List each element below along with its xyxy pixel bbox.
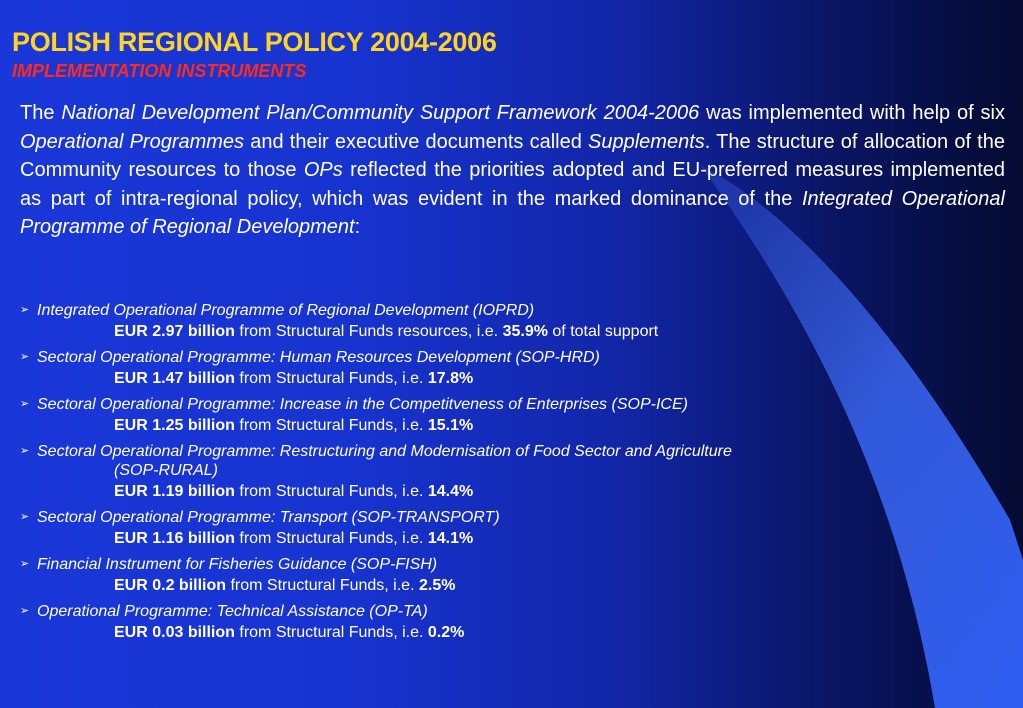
programme-title-continued: (SOP-RURAL) xyxy=(114,462,219,479)
arrow-bullet-icon: ➢ xyxy=(20,351,30,363)
programme-name xyxy=(20,442,1010,480)
amount-value: EUR 0.2 billion xyxy=(114,577,227,594)
arrow-bullet-icon: ➢ xyxy=(20,511,30,523)
programme-title: Sectoral Operational Programme: Human Resources Development (SOP-HRD) xyxy=(37,349,600,366)
list-item xyxy=(20,348,1010,391)
amount-value: EUR 0.03 billion xyxy=(114,624,235,641)
intro-text: The xyxy=(20,102,62,124)
programme-amount xyxy=(20,320,1010,344)
programme-list xyxy=(20,299,1010,649)
arrow-bullet-icon: ➢ xyxy=(20,445,30,457)
programme-name xyxy=(20,348,1010,367)
programme-name xyxy=(20,555,1010,574)
intro-emphasis: Supplements xyxy=(588,130,705,153)
programme-amount xyxy=(20,367,1010,391)
programme-amount xyxy=(20,621,1010,645)
programme-name xyxy=(20,602,1010,621)
amount-text: from Structural Funds, i.e. xyxy=(234,530,428,547)
amount-percent: 2.5% xyxy=(418,577,456,594)
programme-title: Financial Instrument for Fisheries Guidance (SOP-FISH) xyxy=(37,556,438,573)
page-subtitle: IMPLEMENTATION INSTRUMENTS xyxy=(12,61,307,81)
amount-percent: 17.8% xyxy=(427,370,474,387)
intro-emphasis: Integrated Operational Programme of Regional Development xyxy=(20,187,1005,239)
amount-value: EUR 1.16 billion xyxy=(114,530,235,547)
amount-text: from Structural Funds, i.e. xyxy=(234,370,428,387)
intro-text: and their executive documents called xyxy=(244,130,589,153)
amount-value: EUR 2.97 billion xyxy=(114,323,235,340)
amount-percent: 35.9% xyxy=(502,323,548,340)
amount-percent: 14.1% xyxy=(427,530,474,547)
page-title: POLISH REGIONAL POLICY 2004-2006 xyxy=(12,27,497,57)
amount-value: EUR 1.47 billion xyxy=(114,370,235,387)
list-item xyxy=(20,508,1010,551)
programme-name xyxy=(20,508,1010,527)
amount-text: from Structural Funds, i.e. xyxy=(234,483,428,500)
intro-text: was implemented with help of six xyxy=(699,102,1005,124)
programme-title: Sectoral Operational Programme: Increase in the Competitveness of Enterprises (SOP-ICE) xyxy=(37,396,688,413)
programme-amount xyxy=(20,480,1010,504)
amount-value: EUR 1.19 billion xyxy=(114,483,235,500)
programme-title: Integrated Operational Programme of Regional Development (IOPRD) xyxy=(37,302,535,319)
amount-text: from Structural Funds, i.e. xyxy=(226,577,419,594)
arrow-bullet-icon: ➢ xyxy=(20,304,30,316)
amount-text: from Structural Funds, i.e. xyxy=(234,624,428,641)
programme-title: Sectoral Operational Programme: Transport (SOP-TRANSPORT) xyxy=(37,509,500,526)
arrow-bullet-icon: ➢ xyxy=(20,398,30,410)
amount-text: from Structural Funds, i.e. xyxy=(234,417,428,434)
programme-amount xyxy=(20,527,1010,551)
amount-percent: 14.4% xyxy=(427,483,474,500)
arrow-bullet-icon: ➢ xyxy=(20,605,30,617)
intro-emphasis: OPs xyxy=(303,159,343,182)
intro-emphasis: National Development Plan/Community Support Framework 2004-2006 xyxy=(61,102,700,124)
arrow-bullet-icon: ➢ xyxy=(20,558,30,570)
intro-paragraph xyxy=(20,99,1005,242)
intro-text: reflected the priorities adopted and EU-preferred measures implemented as part of intra-regional policy, which was evident in the marked dominance of the xyxy=(20,159,1005,210)
amount-text: from Structural Funds resources, i.e. xyxy=(234,323,503,340)
list-item xyxy=(20,555,1010,598)
list-item xyxy=(20,442,1010,504)
intro-text: : xyxy=(354,216,361,239)
list-item xyxy=(20,395,1010,438)
amount-percent: 15.1% xyxy=(427,417,474,434)
intro-emphasis: Operational Programmes xyxy=(20,130,245,153)
programme-name xyxy=(20,301,1010,320)
list-item xyxy=(20,301,1010,344)
intro-text: . The structure of allocation of the Community resources to those xyxy=(20,130,1005,182)
list-item xyxy=(20,602,1010,645)
programme-name xyxy=(20,395,1010,414)
amount-percent: 0.2% xyxy=(427,624,465,641)
amount-value: EUR 1.25 billion xyxy=(114,417,235,434)
programme-amount xyxy=(20,414,1010,438)
amount-suffix: of total support xyxy=(547,323,659,340)
programme-amount xyxy=(20,574,1010,598)
programme-title: Sectoral Operational Programme: Restructuring and Modernisation of Food Sector and Agriculture xyxy=(37,443,732,460)
programme-title: Operational Programme: Technical Assistance (OP-TA) xyxy=(37,603,428,620)
